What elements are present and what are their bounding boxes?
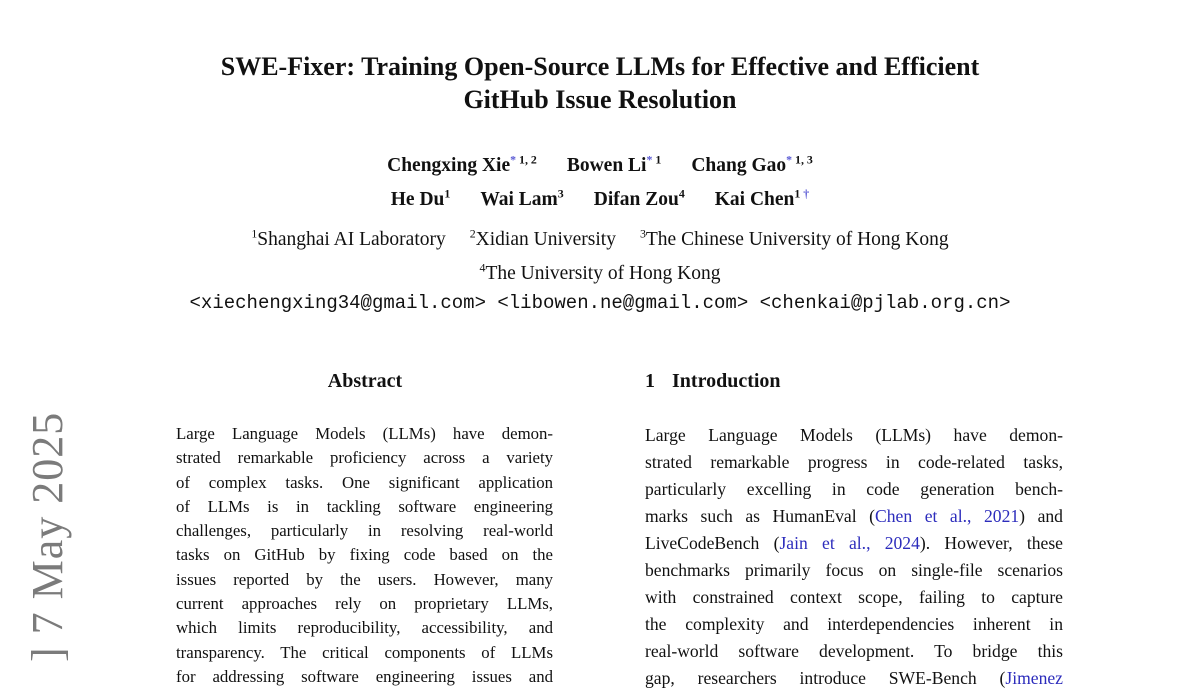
- author-row: [0, 145, 1200, 180]
- author-name: Difan Zou: [593, 189, 679, 210]
- author-mark: *: [510, 152, 517, 166]
- abstract-line: issues reported by the users. However, many: [176, 569, 553, 589]
- author-superscript: [558, 187, 564, 201]
- body-text: particularly excelling in code generation bench-: [645, 479, 1063, 499]
- introduction-heading: [645, 368, 1063, 394]
- introduction-line: [645, 611, 1063, 638]
- introduction-line: [645, 476, 1063, 503]
- author-mark: *: [786, 152, 793, 166]
- affiliation-row: [0, 254, 1200, 289]
- abstract-body: [150, 422, 580, 689]
- author-superscript: [510, 152, 537, 166]
- abstract-line: tasks on GitHub by fixing code based on the: [176, 545, 553, 565]
- abstract-line: for addressing software engineering issues and: [176, 666, 553, 686]
- author: [691, 152, 813, 176]
- affiliation-name: The Chinese University of Hong Kong: [645, 228, 949, 250]
- body-text: benchmarks primarily focus on single-file scenarios: [645, 560, 1063, 580]
- body-text: strated remarkable progress in code-related tasks,: [645, 452, 1063, 472]
- author-affil-number: 1: [794, 186, 801, 201]
- author-superscript: [679, 187, 685, 201]
- author: [480, 186, 564, 210]
- affiliation-number: 1: [251, 226, 258, 240]
- citation-link[interactable]: Chen et al., 2021: [875, 506, 1020, 526]
- author-superscript: [444, 187, 450, 201]
- introduction-line: [645, 665, 1063, 692]
- affiliation-number: 3: [639, 226, 646, 240]
- author-affil-number: 1, 2: [516, 152, 537, 166]
- two-column-body: [150, 368, 1063, 692]
- author: [387, 152, 537, 176]
- affiliation: [479, 260, 721, 284]
- author-name: Kai Chen: [714, 189, 795, 210]
- author: [714, 186, 810, 210]
- author-emails: <xiechengxing34@gmail.com> <libowen.ne@gmail.com> <chenkai@pjlab.org.cn>: [189, 292, 1011, 314]
- introduction-line: [645, 503, 1063, 530]
- introduction-line: [645, 530, 1063, 557]
- body-text: ) and: [1019, 506, 1063, 526]
- abstract-line: transparency. The critical components of LLMs: [176, 642, 553, 662]
- abstract-line: which limits reproducibility, accessibility, and: [176, 618, 553, 638]
- author: [390, 186, 451, 210]
- author-block: [0, 145, 1200, 214]
- body-text: gap, researchers introduce SWE-Bench (: [645, 668, 1006, 688]
- author-affil-number: 3: [557, 186, 564, 201]
- introduction-body: [645, 422, 1063, 692]
- left-column: [150, 368, 580, 692]
- citation-link[interactable]: Jimenez: [1005, 668, 1063, 688]
- affiliation-name: The University of Hong Kong: [485, 263, 721, 284]
- affiliation-name: Xidian University: [475, 228, 616, 250]
- introduction-line: [645, 557, 1063, 584]
- author-superscript: [794, 187, 809, 201]
- author-name: Bowen Li: [566, 154, 647, 176]
- author-name: Chang Gao: [691, 154, 787, 176]
- affiliation-number: 2: [469, 226, 476, 240]
- abstract-heading: Abstract: [327, 370, 403, 392]
- body-text: LiveCodeBench (: [645, 533, 780, 553]
- author-superscript: [646, 152, 661, 166]
- abstract-line: of complex tasks. One significant application: [176, 472, 553, 492]
- affiliation: [469, 226, 616, 250]
- abstract-line: current approaches rely on proprietary LLMs,: [176, 594, 553, 614]
- body-text: marks such as HumanEval (: [645, 506, 875, 526]
- author: [566, 152, 662, 176]
- introduction-line: [645, 422, 1063, 449]
- affiliation-row: [0, 219, 1200, 254]
- paper-title-line-2: GitHub Issue Resolution: [463, 85, 737, 114]
- body-text: with constrained context scope, failing to capture: [645, 587, 1063, 607]
- body-text: Large Language Models (LLMs) have demon-: [645, 425, 1063, 445]
- paper-title-line-1: SWE-Fixer: Training Open-Source LLMs for Effective and Efficient: [220, 52, 980, 81]
- abstract-line: challenges, particularly in resolving real-world: [176, 521, 553, 541]
- abstract-line: Large Language Models (LLMs) have demon-: [176, 424, 553, 443]
- introduction-line: [645, 638, 1063, 665]
- paper-title: [0, 50, 1200, 116]
- author-mark: †: [800, 186, 810, 201]
- author-name: He Du: [390, 189, 445, 210]
- citation-link[interactable]: Jain et al., 2024: [779, 533, 920, 553]
- affiliation-block: [0, 219, 1200, 288]
- section-number: 1: [645, 370, 655, 392]
- introduction-line: [645, 584, 1063, 611]
- body-text: ). However, these: [919, 533, 1063, 553]
- author-affil-number: 1: [444, 186, 451, 201]
- author-name: Chengxing Xie: [387, 154, 511, 176]
- author-name: Wai Lam: [480, 189, 558, 210]
- abstract-line: of LLMs is in tackling software engineering: [176, 496, 553, 516]
- author-affil-number: 1: [652, 152, 662, 166]
- affiliation: [251, 226, 446, 250]
- author-affil-number: 1, 3: [792, 152, 813, 166]
- author-row: [0, 180, 1200, 215]
- right-column: [645, 368, 1063, 692]
- author: [593, 186, 685, 210]
- body-text: real-world software development. To bridge this: [645, 641, 1063, 661]
- abstract-line: strated remarkable proficiency across a variety: [176, 448, 553, 468]
- introduction-line: [645, 449, 1063, 476]
- author-affil-number: 4: [678, 186, 685, 201]
- affiliation-name: Shanghai AI Laboratory: [257, 228, 446, 250]
- body-text: the complexity and interdependencies inherent in: [645, 614, 1063, 634]
- section-title: Introduction: [672, 370, 781, 392]
- author-mark: *: [646, 152, 653, 166]
- arxiv-watermark: ] 7 May 2025: [23, 411, 72, 662]
- affiliation-number: 4: [479, 260, 486, 275]
- author-superscript: [786, 152, 813, 166]
- affiliation: [639, 226, 949, 250]
